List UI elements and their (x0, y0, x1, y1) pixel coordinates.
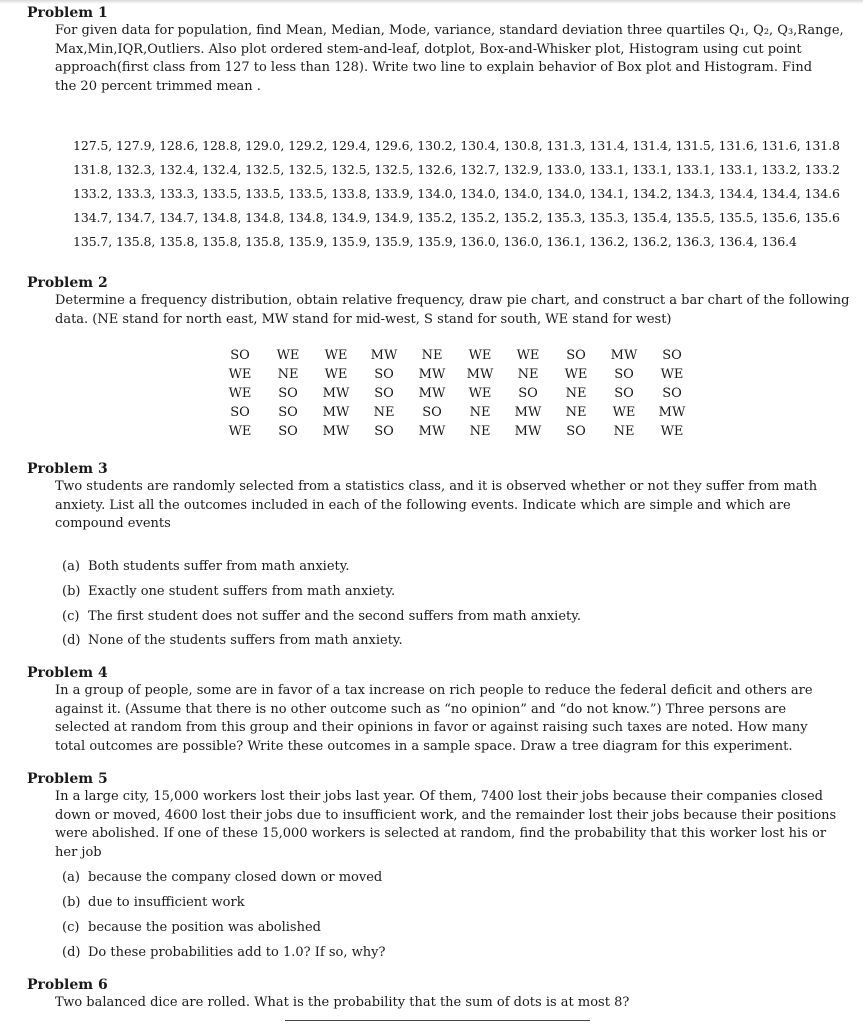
list-item (62, 944, 385, 963)
item-text: Both students suffer from math anxiety. (88, 559, 350, 574)
grid-row (216, 365, 696, 384)
grid-cell: SO (230, 348, 250, 363)
population-data (73, 134, 843, 254)
statement-line: Two balanced dice are rolled. What is the probability that the sum of dots is at most 8? (55, 995, 630, 1010)
grid-cell: MW (370, 348, 398, 363)
grid-cell: MW (658, 405, 686, 420)
page-top-shade (0, 0, 863, 4)
statement-line: approach(first class from 127 to less than 128). Write two line to explain behavior of Box plot and Histogram. Find (55, 60, 813, 76)
statement-line: data. (NE stand for north east, MW stand for mid-west, S stand for south, WE stand for west) (55, 311, 672, 327)
data-row: 133.2, 133.3, 133.3, 133.5, 133.5, 133.5, 133.8, 133.9, 134.0, 134.0, 134.0, 134.0, 134.1, 134.2, 134.3, 134.4, 134.4, 134.6 (73, 186, 840, 201)
grid-cell: MW (466, 367, 494, 382)
grid-cell: NE (565, 405, 587, 420)
statement-line: Two students are randomly selected from a statistics class, and it is observed whether or not they suffer from math (55, 479, 818, 494)
statement-line: In a large city, 15,000 workers lost their jobs last year. Of them, 7400 lost their jobs because their companies closed (55, 789, 823, 804)
grid-cell: WE (228, 367, 252, 382)
statement-line: Max,Min,IQR,Outliers. Also plot ordered stem-and-leaf, dotplot, Box-and-Whisker plot, Histogram using cut point (55, 41, 802, 57)
grid-cell: NE (517, 367, 539, 382)
grid-cell: MW (610, 348, 638, 363)
statement-line: were abolished. If one of these 15,000 workers is selected at random, find the probability that this worker lost his or (55, 826, 827, 842)
grid-cell: MW (322, 386, 350, 401)
item-text: because the position was abolished (88, 920, 321, 935)
grid-row (216, 346, 696, 365)
grid-cell: SO (278, 424, 298, 439)
data-row: 131.8, 132.3, 132.4, 132.4, 132.5, 132.5, 132.5, 132.5, 132.6, 132.7, 132.9, 133.0, 133.1, 133.1, 133.1, 133.1, 133.2, 133.2 (73, 162, 840, 177)
grid-cell: MW (418, 367, 446, 382)
item-text: Exactly one student suffers from math anxiety. (88, 584, 396, 599)
statement-line: In a group of people, some are in favor of a tax increase on rich people to reduce the federal deficit and others are (55, 683, 813, 698)
grid-cell: MW (418, 424, 446, 439)
statement-line: total outcomes are possible? Write these outcomes in a sample space. Draw a tree diagram for this experiment. (55, 738, 793, 754)
grid-cell: WE (564, 367, 588, 382)
grid-cell: WE (228, 424, 252, 439)
grid-cell: NE (469, 424, 491, 439)
problem-statement (55, 22, 850, 96)
grid-cell: WE (324, 348, 348, 363)
grid-cell: SO (278, 386, 298, 401)
bottom-rule (285, 1020, 590, 1021)
grid-cell: SO (614, 367, 634, 382)
problem-statement (55, 788, 850, 862)
grid-cell: SO (374, 424, 394, 439)
item-label: (c) (62, 920, 80, 935)
grid-cell: SO (662, 386, 682, 401)
item-label: (c) (62, 609, 80, 624)
problem-title: Problem 3 (27, 461, 108, 477)
grid-cell: SO (374, 386, 394, 401)
statement-line: compound events (55, 516, 171, 532)
grid-cell: WE (468, 386, 492, 401)
grid-cell: WE (276, 348, 300, 363)
problem-statement (55, 292, 850, 329)
grid-cell: WE (228, 386, 252, 401)
grid-cell: MW (514, 405, 542, 420)
grid-cell: NE (277, 367, 299, 382)
grid-cell: SO (518, 386, 538, 401)
problem-title: Problem 4 (27, 665, 108, 681)
problem-title: Problem 5 (27, 771, 108, 787)
region-data-grid (216, 346, 696, 441)
grid-row (216, 403, 696, 422)
list-item (62, 894, 245, 913)
list-item (62, 632, 403, 651)
grid-cell: SO (662, 348, 682, 363)
statement-line: anxiety. List all the outcomes included in each of the following events. Indicate which are simple and which are (55, 497, 791, 513)
list-item (62, 919, 321, 938)
problem-title: Problem 1 (27, 5, 108, 21)
grid-cell: WE (660, 367, 684, 382)
item-label: (d) (62, 945, 81, 960)
grid-cell: WE (324, 367, 348, 382)
grid-cell: MW (322, 405, 350, 420)
grid-cell: WE (660, 424, 684, 439)
problem-title: Problem 6 (27, 977, 108, 993)
list-item (62, 608, 581, 627)
problem-statement (55, 682, 850, 756)
grid-cell: MW (514, 424, 542, 439)
grid-cell: WE (516, 348, 540, 363)
item-text: None of the students suffers from math anxiety. (88, 633, 403, 648)
grid-cell: WE (468, 348, 492, 363)
grid-row (216, 422, 696, 441)
grid-cell: WE (612, 405, 636, 420)
grid-cell: NE (565, 386, 587, 401)
grid-cell: NE (421, 348, 443, 363)
grid-cell: MW (322, 424, 350, 439)
data-row: 134.7, 134.7, 134.7, 134.8, 134.8, 134.8, 134.9, 134.9, 135.2, 135.2, 135.2, 135.3, 135.3, 135.4, 135.5, 135.5, 135.6, 135.6 (73, 210, 840, 225)
statement-line: against it. (Assume that there is no other outcome such as “no opinion” and “do not know.”) Three persons are (55, 701, 787, 717)
list-item (62, 558, 350, 577)
item-text: because the company closed down or moved (88, 870, 383, 885)
statement-line: the 20 percent trimmed mean . (55, 78, 261, 94)
grid-cell: SO (230, 405, 250, 420)
grid-cell: SO (278, 405, 298, 420)
list-item (62, 583, 395, 602)
item-label: (b) (62, 584, 81, 599)
statement-line: down or moved, 4600 lost their jobs due to insufficient work, and the remainder lost their jobs because their positions (55, 807, 837, 823)
grid-cell: NE (469, 405, 491, 420)
statement-line: For given data for population, find Mean, Median, Mode, variance, standard deviation three quartiles Q₁, Q₂, Q₃,Range, (55, 23, 844, 38)
item-text: The first student does not suffer and the second suffers from math anxiety. (88, 609, 582, 624)
statement-line: her job (55, 844, 102, 860)
grid-cell: NE (373, 405, 395, 420)
grid-cell: NE (613, 424, 635, 439)
item-text: Do these probabilities add to 1.0? If so, why? (88, 945, 386, 960)
problem-statement (55, 478, 850, 534)
grid-cell: SO (566, 424, 586, 439)
data-row: 127.5, 127.9, 128.6, 128.8, 129.0, 129.2, 129.4, 129.6, 130.2, 130.4, 130.8, 131.3, 131.4, 131.4, 131.5, 131.6, 131.6, 131.8 (73, 138, 840, 153)
problem-title: Problem 2 (27, 275, 108, 291)
grid-cell: SO (422, 405, 442, 420)
statement-line: Determine a frequency distribution, obtain relative frequency, draw pie chart, and construct a bar chart of the following (55, 293, 850, 308)
item-text: due to insufficient work (88, 895, 245, 910)
item-label: (a) (62, 559, 80, 574)
item-label: (b) (62, 895, 81, 910)
grid-cell: SO (374, 367, 394, 382)
problem-statement (55, 994, 850, 1013)
statement-line: selected at random from this group and their opinions in favor or against raising such taxes are noted. How many (55, 720, 808, 736)
grid-cell: MW (418, 386, 446, 401)
item-label: (a) (62, 870, 80, 885)
grid-cell: SO (566, 348, 586, 363)
data-row: 135.7, 135.8, 135.8, 135.8, 135.8, 135.9, 135.9, 135.9, 135.9, 136.0, 136.0, 136.1, 136.2, 136.2, 136.3, 136.4, 136.4 (73, 234, 797, 249)
grid-cell: SO (614, 386, 634, 401)
grid-row (216, 384, 696, 403)
list-item (62, 869, 382, 888)
item-label: (d) (62, 633, 81, 648)
